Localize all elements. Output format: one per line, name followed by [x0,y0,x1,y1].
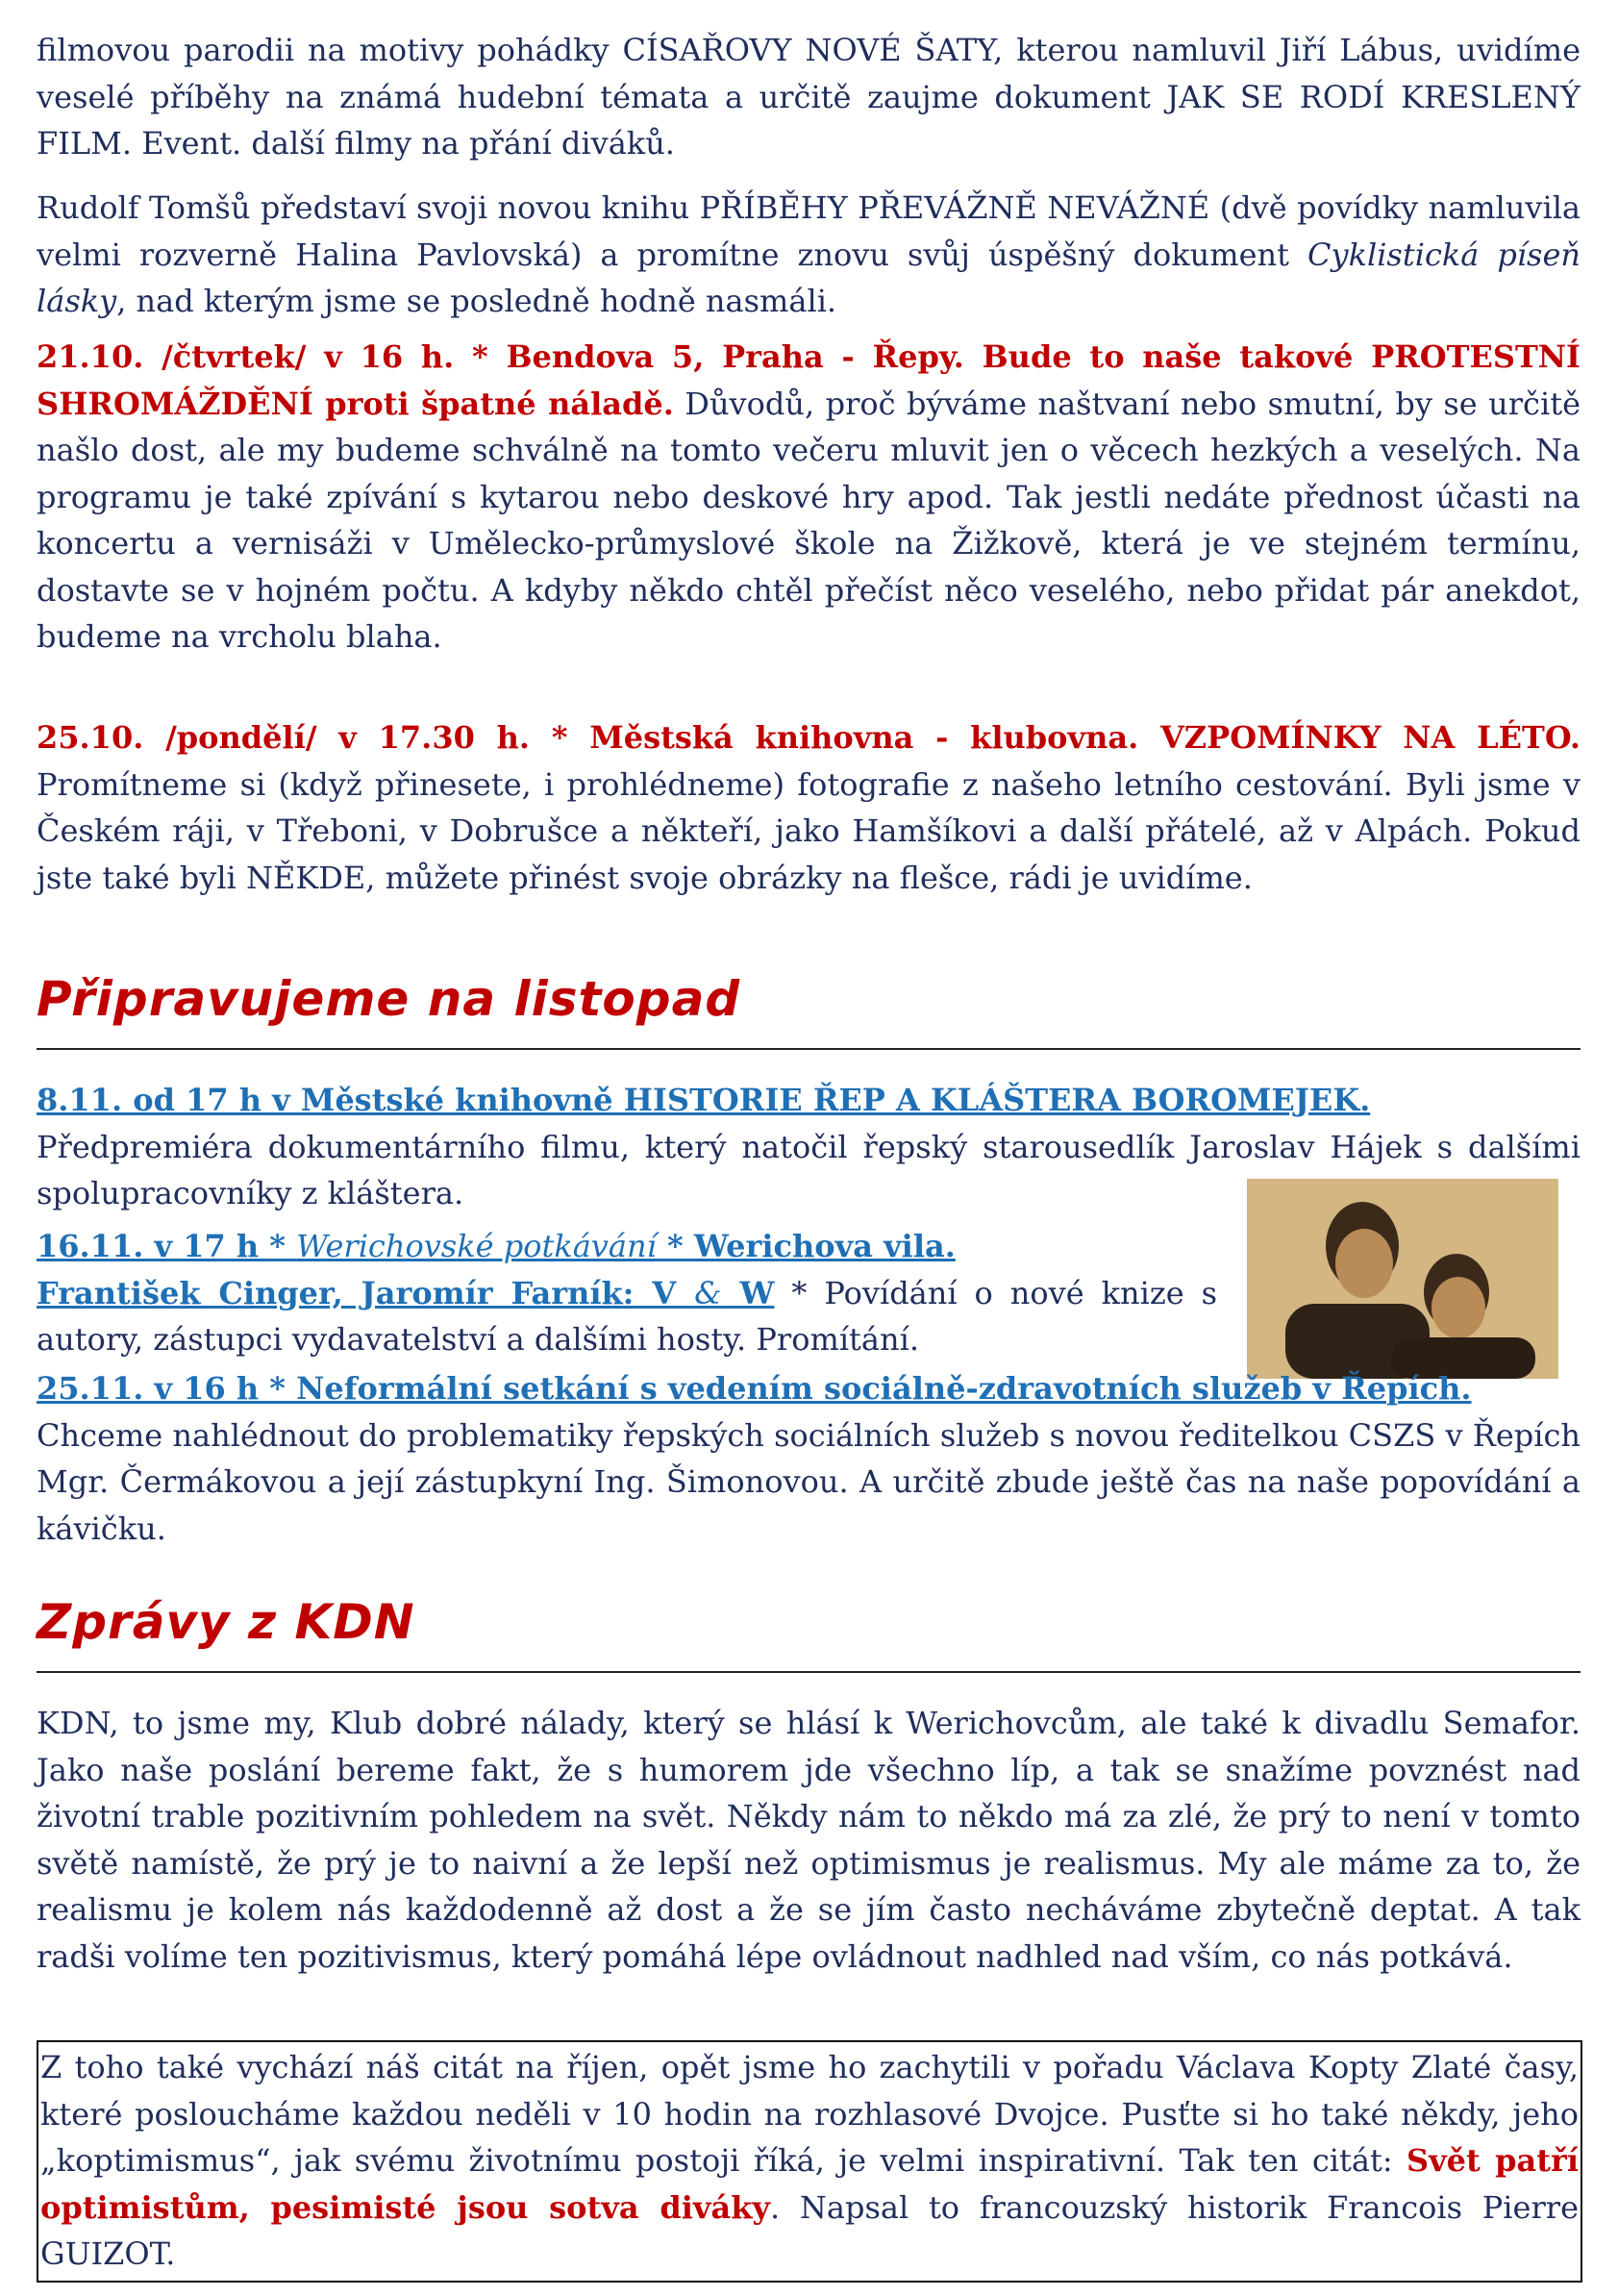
event-1611-venue: * Werichova vila. [656,1228,956,1264]
tomsu-paragraph [37,185,1581,325]
kdn-text: KDN, to jsme my, Klub dobré nálady, který se hlásí k Werichovcům, ale také k divadlu Semafor. Jako naše poslání bereme fakt, že s humorem jde všechno líp, a tak se snažíme povznést nad životní trable pozitivním pohledem na svět. Někdy nám to někdo má za zlé, že prý to není v tomto světě namístě, že prý je to naivní a že lepší než optimismus je realismus. My ale máme za to, že realismu je kolem nás každodenně až dost a že se jím často necháváme zbytečně deptat. A tak radši volíme ten pozitivismus, který pomáhá lépe ovládnout nadhled nad vším, co nás potkává. [37,1705,1581,1975]
event-1611-paragraph [37,1223,1217,1363]
event-1611-book-w: W [721,1274,775,1311]
event-1611-link-line1[interactable] [37,1228,956,1264]
tomsu-text-2: , nad kterým jsme se posledně hodně nasmáli. [116,283,837,319]
quote-paragraph [40,2044,1579,2278]
event-2510-body: Promítneme si (když přinesete, i prohlédneme) fotografie z našeho letního cestování. Byli jsme v Českém ráji, v Třeboni, v Dobrušce a někteří, jako Hamšíkovi a další přátelé, až v Alpách. Pokud jste také byli NĚKDE, můžete přinést svoje obrázky na flešce, rádi je uvidíme. [37,765,1581,896]
quote-outro: . Napsal to francouzský historik Francois Pierre GUIZOT. [40,2188,1580,2272]
event-1611-ampersand: & [694,1274,722,1311]
event-2110-paragraph [37,334,1581,661]
event-2511-paragraph [37,1365,1581,1552]
heading-kdn: Zprávy z KDN [37,1594,415,1650]
event-2110-heading: 21.10. /čtvrtek/ v 16 h. * Bendova 5, Praha - Řepy. Bude to naše takové PROTESTNÍ SHROMÁŽDĚNÍ proti špatné náladě. [37,338,1581,422]
section-divider-kdn [37,1671,1581,1673]
event-1611-link-line2[interactable] [37,1275,774,1311]
event-0811-link[interactable]: 8.11. od 17 h v Městské knihovně HISTORIE ŘEP A KLÁŠTERA BOROMEJEK. [37,1082,1371,1118]
intro-text: filmovou parodii na motivy pohádky CÍSAŘOVY NOVÉ ŠATY, kterou namluvil Jiří Lábus, uvidíme veselé příběhy na známá hudební témata a určitě zaujme dokument JAK SE RODÍ KRESLENÝ FILM. Event. další filmy na přání diváků. [37,32,1581,162]
event-2110-body: Důvodů, proč býváme naštvaní nebo smutní, by se určitě našlo dost, ale my budeme schválně na tomto večeru mluvit jen o věcech hezkých a veselých. Na programu je také zpívání s kytarou nebo deskové hry apod. Tak jestli nedáte přednost účasti na koncertu a vernisáži v Umělecko-průmyslové škole na Žižkově, která je ve stejném termínu, dostavte se v hojném počtu. A kdyby někdo chtěl přečíst něco veselého, nebo přidat pár anekdot, budeme na vrcholu blaha. [37,385,1581,655]
intro-paragraph [37,27,1581,167]
section-divider-listopad [37,1048,1581,1050]
event-1611-event-title: Werichovské potkávání [296,1228,657,1264]
quote-intro: Z toho také vychází náš citát na říjen, opět jsme ho zachytili v pořadu Václava Kopty Zlaté časy, které posloucháme každou neděli v 10 hodin na rozhlasové Dvojce. Pusťte si ho také někdy, jeho „koptimismus“, jak svému životnímu postoji říká, je velmi inspirativní. Tak ten citát: [40,2049,1579,2179]
tomsu-italic-title: Cyklistická píseň lásky [37,236,1581,319]
event-2511-body: Chceme nahlédnout do problematiky řepských sociálních služeb s novou ředitelkou CSZS v Řepích Mgr. Čermákovou a její zástupkyní Ing. Šimonovou. A určitě zbude ještě čas na naše popovídání a kávičku. [37,1416,1581,1547]
event-2510-paragraph [37,714,1581,901]
event-0811-body: Předpremiéra dokumentárního filmu, který natočil řepský starousedlík Jaroslav Hájek s dalšími spolupracovníky z kláštera. [37,1128,1581,1211]
heading-listopad: Připravujeme na listopad [37,971,741,1027]
event-2510-heading: 25.10. /pondělí/ v 17.30 h. * Městská knihovna - klubovna. VZPOMÍNKY NA LÉTO. [37,719,1581,756]
event-1611-body: * Povídání o nové knize s autory, zástupci vydavatelství a dalšími hosty. Promítání. [37,1274,1218,1358]
kdn-paragraph [37,1700,1581,1980]
tomsu-text-1: Rudolf Tomšů představí svoji novou knihu PŘÍBĚHY PŘEVÁŽNĚ NEVÁŽNÉ (dvě povídky namluvila velmi rozverně Halina Pavlovská) a promítne znovu svůj úspěšný dokument [37,189,1581,273]
quote-citation: Svět patří optimistům, pesimisté jsou sotva diváky [40,2142,1580,2226]
event-1611-authors: František Cinger, Jaromír Farník: V [37,1274,695,1311]
vintage-photo-icon [1247,1179,1558,1379]
event-2511-link[interactable]: 25.11. v 16 h * Neformální setkání s vedením sociálně-zdravotních služeb v Řepích. [37,1370,1472,1407]
event-1611-date: 16.11. v 17 h * [37,1228,297,1264]
